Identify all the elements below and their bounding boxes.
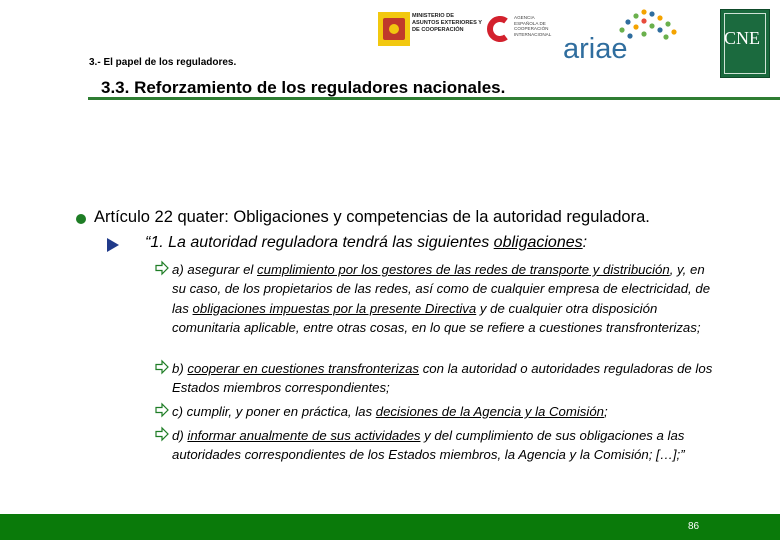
bullet-dot-icon <box>76 214 86 224</box>
section-heading: 3.- El papel de los reguladores. <box>89 57 237 68</box>
hollow-arrow-icon <box>155 260 169 276</box>
spain-coat-of-arms-icon <box>378 12 410 46</box>
page-number: 86 <box>688 521 700 532</box>
list-item-b: b) cooperar en cuestiones transfronterizas con la autoridad o autoridades reguladoras de los Estados miembros correspondientes; <box>155 359 715 398</box>
hollow-arrow-icon <box>155 359 169 375</box>
list-item-c: c) cumplir, y poner en práctica, las decisiones de la Agencia y la Comisión; <box>155 402 715 421</box>
sub-bullet-text: “1. La autoridad reguladora tendrá las siguientes obligaciones: <box>145 234 588 251</box>
list-item-a: a) asegurar el cumplimiento por los gestores de las redes de transporte y distribución, y, en su caso, de los propietarios de las redes, así como de cualquier empresa de electricidad, de las obligaciones impuestas por la presente Directiva y de cualquier otra disposición comunitaria aplicable, entre otras cosas, en lo que se refiere a cuestiones transfronterizas; <box>155 260 715 337</box>
list-item-d: d) informar anualmente de sus actividades y del cumplimiento de sus obligaciones a las autoridades correspondientes de los Estados miembros, la Agencia y la Comisión; […];” <box>155 426 715 465</box>
triangle-arrow-icon <box>107 238 119 252</box>
hollow-arrow-icon <box>155 402 169 418</box>
cne-logo <box>720 9 770 78</box>
footer-bar <box>0 514 780 540</box>
ariae-logo-text: ariae <box>563 33 628 65</box>
hollow-arrow-icon <box>155 426 169 442</box>
title-underline-divider <box>88 97 780 100</box>
slide-title: 3.3. Reforzamiento de los reguladores nacionales. <box>101 78 506 97</box>
aecid-logo-text: AGENCIA ESPAÑOLA DE COOPERACIÓN INTERNACIONAL <box>514 15 552 37</box>
main-bullet-text: Artículo 22 quater: Obligaciones y competencias de la autoridad reguladora. <box>94 208 650 226</box>
cne-logo-text: CNE <box>724 28 760 48</box>
aecid-logo-icon <box>487 15 509 43</box>
ministerio-logo-text: MINISTERIO DE ASUNTOS EXTERIORES Y DE COOPERACIÓN <box>412 13 482 33</box>
